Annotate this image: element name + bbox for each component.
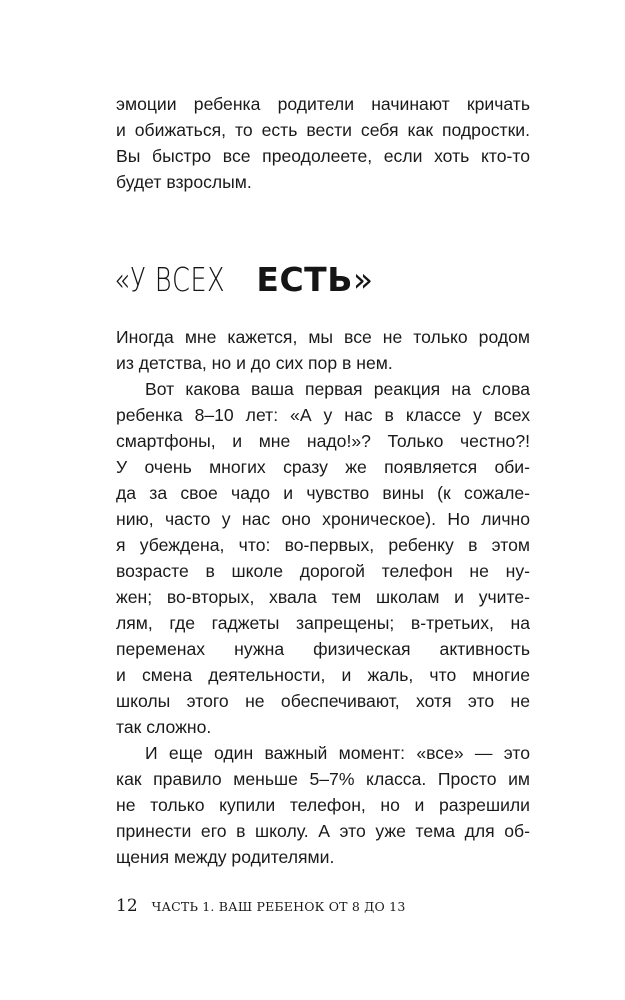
intro-paragraph	[116, 91, 530, 195]
section-heading	[114, 258, 374, 302]
text-line: У очень многих сразу же появляется оби-	[116, 457, 530, 477]
text-line: лям, где гаджеты запрещены; в-третьих, на	[116, 613, 530, 633]
text-line: переменах нужна физическая активность	[116, 639, 530, 659]
text-line: возрасте в школе дорогой телефон не ну-	[116, 561, 530, 581]
text-line: будет взрослым.	[116, 172, 252, 192]
text-line: щения между родителями.	[116, 847, 335, 867]
text-line: и обижаться, то есть вести себя как подростки.	[116, 120, 530, 140]
heading-open-quote: «	[114, 260, 131, 299]
text-line: и смена деятельности, и жаль, что многие	[116, 665, 530, 685]
text-line: эмоции ребенка родители начинают кричать	[116, 94, 530, 114]
heading-bold-text: ЕСТЬ	[256, 260, 353, 299]
heading-light-part	[114, 258, 225, 302]
heading-light-text: У ВСЕХ	[130, 260, 226, 299]
text-line: из детства, но и до сих пор в нем.	[116, 353, 393, 373]
text-line: как правило меньше 5–7% класса. Просто им	[116, 769, 530, 789]
text-line: да за свое чадо и чувство вины (к сожале-	[116, 483, 530, 503]
body-text	[116, 324, 530, 870]
text-line: принести его в школу. А это уже тема для об-	[116, 821, 530, 841]
text-line: школы этого не обеспечивают, хотя это не	[116, 691, 530, 711]
text-line: ребенка 8–10 лет: «А у нас в классе у всех	[116, 405, 530, 425]
text-line: И еще один важный момент: «все» — это	[145, 743, 530, 763]
text-line: я убеждена, что: во-первых, ребенку в этом	[116, 535, 530, 555]
text-line: Вы быстро все преодолеете, если хоть кто-то	[116, 146, 530, 166]
text-line: не только купили телефон, но и разрешили	[116, 795, 530, 815]
page-number: 12	[116, 896, 138, 916]
text-line: Иногда мне кажется, мы все не только родом	[116, 327, 530, 347]
running-head: ЧАСТЬ 1. ВАШ РЕБЕНОК ОТ 8 ДО 13	[151, 899, 406, 914]
text-line: жен; во-вторых, хвала тем школам и учите-	[116, 587, 530, 607]
text-line: нию, часто у нас оно хроническое). Но лично	[116, 509, 530, 529]
text-line: смартфоны, и мне надо!»? Только честно?!	[116, 431, 530, 451]
text-line: так сложно.	[116, 717, 212, 737]
page-footer	[116, 896, 405, 917]
text-line: Вот какова ваша первая реакция на слова	[145, 379, 530, 399]
heading-close-quote: »	[352, 260, 374, 299]
